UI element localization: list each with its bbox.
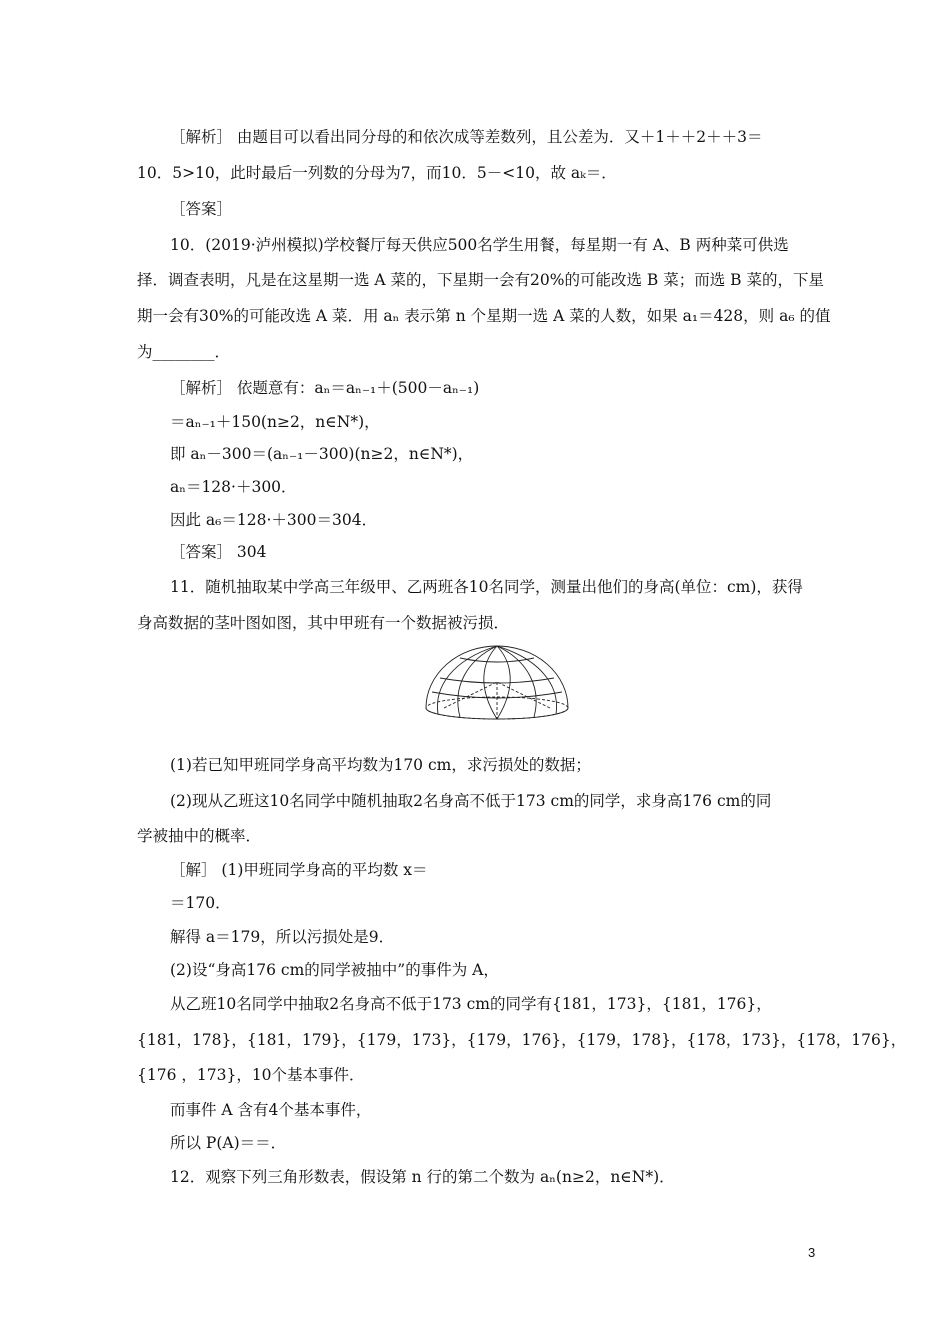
text-line: 而事件 A 含有4个基本事件，	[170, 1101, 372, 1119]
text-line: 11．随机抽取某中学高三年级甲、乙两班各10名同学，测量出他们的身高(单位：cm)，获得	[170, 578, 803, 596]
text-line: ［解］ (1)甲班同学身高的平均数 x＝	[170, 861, 428, 879]
page-number: 3	[808, 1245, 816, 1260]
hemisphere-figure	[422, 642, 572, 726]
text-line: 从乙班10名同学中抽取2名身高不低于173 cm的同学有{181，173}，{181，176}，	[170, 995, 772, 1013]
text-line: ［答案］ 304	[170, 543, 267, 561]
text-line: ＝aₙ₋₁＋150(n≥2，n∈N*)，	[170, 413, 380, 431]
text-line: {181，178}，{181，179}，{179，173}，{179，176}，{179，178}，{178，173}，{178，176}，	[137, 1031, 907, 1049]
text-line: 身高数据的茎叶图如图，其中甲班有一个数据被污损．	[137, 614, 510, 632]
text-line: 解得 a＝179，所以污损处是9．	[170, 928, 395, 946]
text-line: 因此 a₆＝128·＋300＝304．	[170, 511, 378, 529]
text-line: ［解析］ 由题目可以看出同分母的和依次成等差数列，且公差为．又＋1＋＋2＋＋3＝	[170, 128, 763, 146]
text-line: {176 ，173}，10个基本事件．	[137, 1066, 365, 1084]
text-line: 期一会有30%的可能改选 A 菜．用 aₙ 表示第 n 个星期一选 A 菜的人数，如果 a₁＝428，则 a₆ 的值	[137, 307, 831, 325]
text-line: ［答案］	[170, 200, 233, 218]
text-line: 即 aₙ－300＝(aₙ₋₁－300)(n≥2，n∈N*)，	[170, 445, 474, 463]
text-line: 所以 P(A)＝＝．	[170, 1134, 287, 1152]
text-line: 12．观察下列三角形数表，假设第 n 行的第二个数为 aₙ(n≥2，n∈N*)．	[170, 1168, 675, 1186]
text-line: 择．调查表明，凡是在这星期一选 A 菜的，下星期一会有20%的可能改选 B 菜；而选 B 菜的，下星	[137, 271, 824, 289]
text-line: ＝170．	[170, 894, 231, 912]
text-line: 为________．	[137, 343, 231, 361]
text-line: (2)现从乙班这10名同学中随机抽取2名身高不低于173 cm的同学，求身高176 cm的同	[170, 792, 772, 810]
text-line: 10．(2019·泸州模拟)学校餐厅每天供应500名学生用餐，每星期一有 A、B 两种菜可供选	[170, 236, 789, 254]
text-line: (1)若已知甲班同学身高平均数为170 cm，求污损处的数据；	[170, 756, 591, 774]
text-line: 10．5>10，此时最后一列数的分母为7，而10．5－<10，故 aₖ＝．	[137, 164, 617, 182]
text-line: ［解析］ 依题意有：aₙ＝aₙ₋₁＋(500－aₙ₋₁)	[170, 379, 480, 397]
text-line: (2)设“身高176 cm的同学被抽中”的事件为 A，	[170, 961, 499, 979]
text-line: 学被抽中的概率．	[137, 827, 262, 845]
text-line: aₙ＝128·＋300．	[170, 478, 297, 496]
